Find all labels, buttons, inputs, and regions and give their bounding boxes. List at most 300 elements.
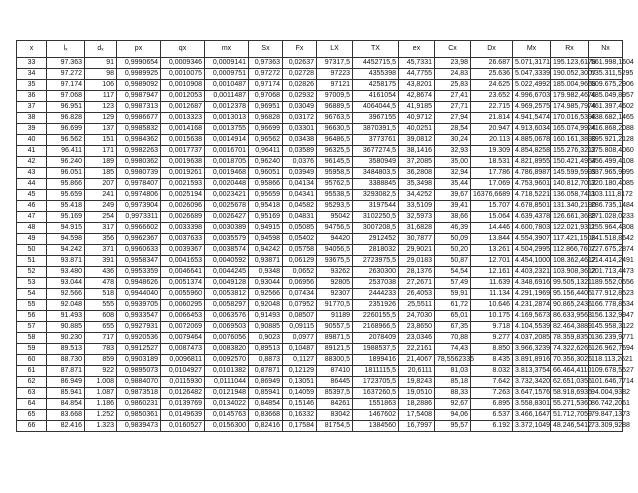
table-cell: 3.732,3420 — [513, 377, 551, 388]
table-cell: 20,6111 — [399, 366, 435, 377]
table-cell: 95.418 — [47, 201, 85, 212]
table-cell: 5.071,3171 — [513, 58, 551, 69]
table-cell: 90.885 — [47, 322, 85, 333]
table-cell: 0,9974806 — [117, 190, 161, 201]
table-cell: 0,15146 — [283, 399, 317, 410]
table-cell: 97.068 — [47, 91, 85, 102]
table-cell: 0,0046641 — [161, 267, 205, 278]
table-cell: 0,9348 — [249, 267, 283, 278]
table-cell: 96325,5 — [317, 146, 353, 157]
table-cell: 78,5562335 — [435, 355, 471, 366]
table-cell: 88300,5 — [317, 355, 353, 366]
table-cell: 67,35 — [435, 322, 471, 333]
table-cell: 0,0160527 — [161, 421, 205, 432]
column-header: LX — [317, 41, 353, 58]
table-cell: 0,04831 — [283, 212, 317, 223]
table-cell: 255.964,4308 — [589, 223, 623, 234]
table-cell: 4355398 — [353, 69, 399, 80]
table-cell: 4.037,2085 — [513, 333, 551, 344]
table-cell: 1637260,5 — [353, 388, 399, 399]
table-cell: 155.276,3212 — [551, 146, 589, 157]
table-cell: 0,9903189 — [117, 355, 161, 366]
table-cell: 96.699 — [47, 124, 85, 135]
table-cell: 0,85941 — [249, 388, 283, 399]
table-cell: 0,9989925 — [117, 69, 161, 80]
table-row — [17, 146, 623, 157]
table-cell: 0,06129 — [283, 256, 317, 267]
table-cell: 23,98 — [435, 58, 471, 69]
table-cell: 25,5511 — [399, 300, 435, 311]
table-cell: 85.941 — [47, 388, 85, 399]
table-cell: 17.786 — [471, 168, 513, 179]
table-cell: 95293,5 — [317, 201, 353, 212]
table-cell: 74.322,6265 — [551, 344, 589, 355]
table-cell: 2260155,5 — [353, 311, 399, 322]
table-row — [17, 366, 623, 377]
table-row — [17, 421, 623, 432]
table-cell: 0,94598 — [249, 234, 283, 245]
table-cell: 0,0058297 — [205, 300, 249, 311]
table-cell: 0,0026689 — [161, 212, 205, 223]
table-cell: 92,67 — [435, 399, 471, 410]
table-cell: 40,0251 — [399, 124, 435, 135]
table-cell: 170.016,5398 — [551, 113, 589, 124]
table-cell: 0,09115 — [283, 322, 317, 333]
life-table-container — [16, 40, 634, 432]
table-cell: 0,97174 — [249, 80, 283, 91]
table-cell: 3.466,1647 — [513, 410, 551, 421]
table-cell: 42 — [17, 157, 47, 168]
table-cell: 4.348,6916 — [513, 278, 551, 289]
table-row — [17, 289, 623, 300]
table-row — [17, 322, 623, 333]
table-cell: 86.742,2061 — [589, 399, 623, 410]
column-header: ex — [399, 41, 435, 58]
table-cell: 28,54 — [435, 124, 471, 135]
table-row — [17, 399, 623, 410]
table-cell: 0,1127 — [283, 355, 317, 366]
table-cell: 0,0012053 — [161, 91, 205, 102]
table-cell: 271.028,0233 — [589, 212, 623, 223]
table-cell: 0,02728 — [283, 69, 317, 80]
table-cell: 61,72 — [435, 300, 471, 311]
table-row — [17, 157, 623, 168]
table-cell: 0,9960633 — [117, 245, 161, 256]
table-row — [17, 223, 623, 234]
table-cell: 0,0018705 — [205, 157, 249, 168]
table-cell: 3580949 — [353, 157, 399, 168]
table-cell: 96.951 — [47, 102, 85, 113]
table-cell: 96889,5 — [317, 102, 353, 113]
table-cell: 1723705,5 — [353, 377, 399, 388]
table-cell: 0,95659 — [249, 190, 283, 201]
table-cell: 52 — [17, 267, 47, 278]
table-cell: 37,2085 — [399, 157, 435, 168]
table-cell: 555 — [85, 300, 117, 311]
table-cell: 91.493 — [47, 311, 85, 322]
table-cell: 391 — [85, 256, 117, 267]
table-body — [17, 58, 634, 432]
table-cell: 4.718,5221 — [513, 190, 551, 201]
table-cell: 0,0009346 — [161, 58, 205, 69]
table-cell: 3773761 — [353, 135, 399, 146]
table-cell: 35,3498 — [399, 179, 435, 190]
table-cell: 0,03949 — [283, 168, 317, 179]
table-row — [17, 333, 623, 344]
table-cell: 39,67 — [435, 190, 471, 201]
table-cell: 97.272 — [47, 69, 85, 80]
table-cell: 48.246,5412 — [551, 421, 589, 432]
table-cell: 91 — [85, 58, 117, 69]
table-row — [17, 388, 623, 399]
table-cell: 0,0014914 — [205, 135, 249, 146]
table-cell: 0,9987313 — [117, 102, 161, 113]
table-cell: 0,96051 — [249, 168, 283, 179]
table-cell: 0,0012687 — [161, 102, 205, 113]
table-cell: 254 — [85, 212, 117, 223]
table-cell: 101.646,7714 — [589, 377, 623, 388]
table-row — [17, 300, 623, 311]
table-cell: 249 — [85, 201, 117, 212]
table-cell: 93262 — [317, 267, 353, 278]
table-cell: 0,0013013 — [205, 113, 249, 124]
table-cell: 0,9990654 — [117, 58, 161, 69]
table-cell: 89121,5 — [317, 344, 353, 355]
table-cell: 95.659 — [47, 190, 85, 201]
table-cell: 317 — [85, 223, 117, 234]
table-cell: 95,57 — [435, 421, 471, 432]
table-cell: 371 — [85, 245, 117, 256]
table-cell: 97.363 — [47, 58, 85, 69]
table-cell: 0,0069503 — [205, 322, 249, 333]
table-cell: 22.715 — [471, 102, 513, 113]
table-cell: 0,92566 — [249, 289, 283, 300]
table-cell: 23,8650 — [399, 322, 435, 333]
table-cell: 166.778,8534 — [589, 300, 623, 311]
table-cell: 0,96951 — [249, 102, 283, 113]
table-cell: 461.397,4602 — [589, 102, 623, 113]
table-row — [17, 278, 623, 289]
table-cell: 0,02637 — [283, 58, 317, 69]
table-cell: 0,16332 — [283, 410, 317, 421]
table-cell: 93675,5 — [317, 256, 353, 267]
table-cell: 90557,5 — [317, 322, 353, 333]
table-cell: 0,0039367 — [161, 245, 205, 256]
table-cell: 4.996,6703 — [513, 91, 551, 102]
table-cell: 45,7331 — [399, 58, 435, 69]
table-row — [17, 267, 623, 278]
table-cell: 86445 — [317, 377, 353, 388]
table-cell: 129 — [85, 113, 117, 124]
table-cell: 3293082,5 — [353, 190, 399, 201]
table-cell: 0,0038574 — [205, 245, 249, 256]
table-cell: 33 — [17, 58, 47, 69]
table-cell: 0,9980362 — [117, 157, 161, 168]
table-cell: 17.069 — [471, 179, 513, 190]
table-cell: 0,96699 — [249, 124, 283, 135]
table-cell: 0,9927931 — [117, 322, 161, 333]
table-cell: 44 — [17, 179, 47, 190]
table-cell: 1811115,5 — [353, 366, 399, 377]
table-cell: 717 — [85, 333, 117, 344]
table-cell: 0,0010075 — [161, 69, 205, 80]
table-cell: 0,03589 — [283, 146, 317, 157]
table-cell: 185 — [85, 168, 117, 179]
table-cell: 95.156,4405 — [551, 289, 589, 300]
table-cell: 51 — [17, 256, 47, 267]
table-cell: 90.230 — [47, 333, 85, 344]
table-cell: 126.962,7694 — [589, 344, 623, 355]
table-cell: 0,0020448 — [205, 179, 249, 190]
table-cell: 0,9982263 — [117, 146, 161, 157]
table-cell: 0,06956 — [283, 278, 317, 289]
table-cell: 85397,5 — [317, 388, 353, 399]
table-cell: 2078409 — [353, 333, 399, 344]
table-cell: 36,2808 — [399, 168, 435, 179]
table-cell: 0,9973904 — [117, 201, 161, 212]
table-cell: 11.639 — [471, 278, 513, 289]
table-cell: 43 — [17, 168, 47, 179]
table-cell: 79.847,1373 — [589, 410, 623, 421]
table-cell: 0,0041653 — [161, 256, 205, 267]
table-cell: 3388845 — [353, 179, 399, 190]
table-cell: 32,93 — [435, 146, 471, 157]
table-cell: 0,0096811 — [161, 355, 205, 366]
table-cell: 165.074,9924 — [551, 124, 589, 135]
table-cell: 47 — [17, 212, 47, 223]
table-cell: 98 — [85, 69, 117, 80]
table-row — [17, 410, 623, 421]
table-cell: 2630300 — [353, 267, 399, 278]
table-cell: 0,0021593 — [161, 179, 205, 190]
table-cell: 0,0011487 — [205, 91, 249, 102]
table-cell: 0,02826 — [283, 80, 317, 91]
table-cell: 50 — [17, 245, 47, 256]
table-cell: 0,9884070 — [117, 377, 161, 388]
table-cell: 0,9920536 — [117, 333, 161, 344]
table-cell: 3.813,3754 — [513, 366, 551, 377]
table-cell: 92.048 — [47, 300, 85, 311]
table-cell: 27,71 — [435, 102, 471, 113]
column-header: dₓ — [85, 41, 117, 58]
table-cell: 0,9973311 — [117, 212, 161, 223]
table-cell: 96630,5 — [317, 124, 353, 135]
table-cell: 561.998,1604 — [589, 58, 623, 69]
table-cell: 55 — [17, 300, 47, 311]
table-cell: 0,94242 — [249, 245, 283, 256]
table-cell: 214.414,2491 — [589, 256, 623, 267]
table-cell: 0,9987947 — [117, 91, 161, 102]
table-cell: 109.678,5527 — [589, 366, 623, 377]
table-cell: 190.052,3007 — [551, 69, 589, 80]
table-cell: 3.966,3239 — [513, 344, 551, 355]
table-cell: 131.340,2190 — [551, 201, 589, 212]
table-cell: 171 — [85, 146, 117, 157]
table-cell: 0,9984362 — [117, 135, 161, 146]
table-cell: 0,17584 — [283, 421, 317, 432]
table-cell: 95538,5 — [317, 190, 353, 201]
table-cell: 655 — [85, 322, 117, 333]
table-cell: 54 — [17, 289, 47, 300]
table-cell: 156.132,9947 — [589, 311, 623, 322]
table-cell: 608 — [85, 311, 117, 322]
table-cell: 99.505,1321 — [551, 278, 589, 289]
table-cell: 23,0346 — [399, 333, 435, 344]
table-cell: 4.941,5474 — [513, 113, 551, 124]
table-cell: 0,0010908 — [161, 80, 205, 91]
table-cell: 0,0049128 — [205, 278, 249, 289]
table-cell: 0,9953359 — [117, 267, 161, 278]
table-row — [17, 91, 623, 102]
table-cell: 4.854,8258 — [513, 146, 551, 157]
table-cell: 0,86949 — [249, 377, 283, 388]
table-row — [17, 124, 623, 135]
table-cell: 4.821,8955 — [513, 157, 551, 168]
table-cell: 0,0121948 — [205, 388, 249, 399]
table-cell: 0,9962367 — [117, 234, 161, 245]
table-cell: 0,89513 — [249, 344, 283, 355]
table-cell: 189 — [85, 157, 117, 168]
table-row — [17, 190, 623, 201]
table-cell: 46,39 — [435, 223, 471, 234]
table-cell: 30,24 — [435, 135, 471, 146]
table-row — [17, 212, 623, 223]
table-cell: 0,9895073 — [117, 366, 161, 377]
table-cell: 93.480 — [47, 267, 85, 278]
table-cell: 93.044 — [47, 278, 85, 289]
table-cell: 8.435 — [471, 355, 513, 366]
table-cell: 91770,5 — [317, 300, 353, 311]
table-cell: 0,9873518 — [117, 388, 161, 399]
table-cell: 3007208,5 — [353, 223, 399, 234]
table-cell: 66.464,4110 — [551, 366, 589, 377]
table-cell: 0,0115930 — [161, 377, 205, 388]
table-cell: 3102250,5 — [353, 212, 399, 223]
table-cell: 0,0014168 — [161, 124, 205, 135]
table-cell: 140.812,7012 — [551, 179, 589, 190]
table-cell: 535.311,5295 — [589, 69, 623, 80]
column-header: Dx — [471, 41, 513, 58]
table-row — [17, 135, 623, 146]
table-cell: 4258175 — [353, 80, 399, 91]
table-cell: 117.421,1508 — [551, 234, 589, 245]
table-cell: 5.047,3339 — [513, 69, 551, 80]
table-cell: 103.908,3612 — [551, 267, 589, 278]
table-cell: 0,0019261 — [161, 168, 205, 179]
table-cell: 96145,5 — [317, 157, 353, 168]
table-cell: 59,91 — [435, 289, 471, 300]
table-cell: 83042 — [317, 410, 353, 421]
table-cell: 29,9021 — [399, 245, 435, 256]
table-cell: 3484803,5 — [353, 168, 399, 179]
table-cell: 39 — [17, 124, 47, 135]
table-cell: 11.134 — [471, 289, 513, 300]
table-cell: 4064044,5 — [353, 102, 399, 113]
table-cell: 15.707 — [471, 201, 513, 212]
table-cell: 0,9985832 — [117, 124, 161, 135]
table-cell: 59 — [17, 344, 47, 355]
table-cell: 95.866 — [47, 179, 85, 190]
table-cell: 0,07952 — [283, 300, 317, 311]
table-cell: 21,4067 — [399, 355, 435, 366]
table-cell: 97223 — [317, 69, 353, 80]
table-cell: 10.646 — [471, 300, 513, 311]
table-cell: 2444233 — [353, 289, 399, 300]
table-cell: 94,06 — [435, 410, 471, 421]
table-cell: 0,0017737 — [161, 146, 205, 157]
table-cell: 0,9023 — [249, 333, 283, 344]
table-cell: 0,97363 — [249, 58, 283, 69]
table-cell: 35,44 — [435, 179, 471, 190]
table-cell: 375.808,4060 — [589, 146, 623, 157]
table-cell: 0,9939705 — [117, 300, 161, 311]
table-cell: 97009,5 — [317, 91, 353, 102]
table-cell: 53 — [17, 278, 47, 289]
table-row — [17, 245, 623, 256]
table-cell: 174.985,7974 — [551, 102, 589, 113]
table-cell: 91189 — [317, 311, 353, 322]
table-cell: 0,0010487 — [205, 80, 249, 91]
table-cell: 0,93044 — [249, 278, 283, 289]
table-cell: 24,7030 — [399, 311, 435, 322]
table-cell: 50,09 — [435, 234, 471, 245]
table-cell: 38 — [17, 113, 47, 124]
table-cell: 395.921,2128 — [589, 135, 623, 146]
table-cell: 57 — [17, 322, 47, 333]
table-cell: 0,0026096 — [161, 201, 205, 212]
table-header-row — [17, 41, 623, 58]
column-header: TX — [353, 41, 399, 58]
table-cell: 97121 — [317, 80, 353, 91]
table-cell: 416.868,2088 — [589, 124, 623, 135]
table-cell: 4.600,7803 — [513, 223, 551, 234]
table-cell: 95042 — [317, 212, 353, 223]
table-cell: 97.174 — [47, 80, 85, 91]
table-cell: 783 — [85, 344, 117, 355]
table-cell: 50,87 — [435, 256, 471, 267]
table-cell: 0,12129 — [283, 366, 317, 377]
table-cell: 0,0040592 — [205, 256, 249, 267]
table-cell: 0,9948626 — [117, 278, 161, 289]
table-cell: 126.661,3689 — [551, 212, 589, 223]
table-cell: 0,9912527 — [117, 344, 161, 355]
table-cell: 136.058,7411 — [551, 190, 589, 201]
table-cell: 0,0053812 — [205, 289, 249, 300]
table-cell: 21.814 — [471, 113, 513, 124]
table-cell: 41 — [17, 146, 47, 157]
table-cell: 7.642 — [471, 377, 513, 388]
table-cell: 0,9850361 — [117, 410, 161, 421]
column-header: px — [117, 41, 161, 58]
table-cell: 32,94 — [435, 168, 471, 179]
table-cell: 58.918,6936 — [551, 388, 589, 399]
table-cell: 151 — [85, 135, 117, 146]
table-cell: 29,0183 — [399, 256, 435, 267]
table-cell: 94.598 — [47, 234, 85, 245]
table-cell: 88,33 — [435, 388, 471, 399]
table-cell: 35,00 — [435, 157, 471, 168]
table-cell: 0,0013323 — [161, 113, 205, 124]
table-cell: 97317,5 — [317, 58, 353, 69]
table-cell: 94.915 — [47, 223, 85, 234]
table-cell: 27,2671 — [399, 278, 435, 289]
table-cell: 0,9966602 — [117, 223, 161, 234]
table-cell: 0,0083820 — [205, 344, 249, 355]
table-cell: 356 — [85, 234, 117, 245]
table-row — [17, 102, 623, 113]
table-cell: 89871,5 — [317, 333, 353, 344]
column-header: Nx — [589, 41, 623, 58]
